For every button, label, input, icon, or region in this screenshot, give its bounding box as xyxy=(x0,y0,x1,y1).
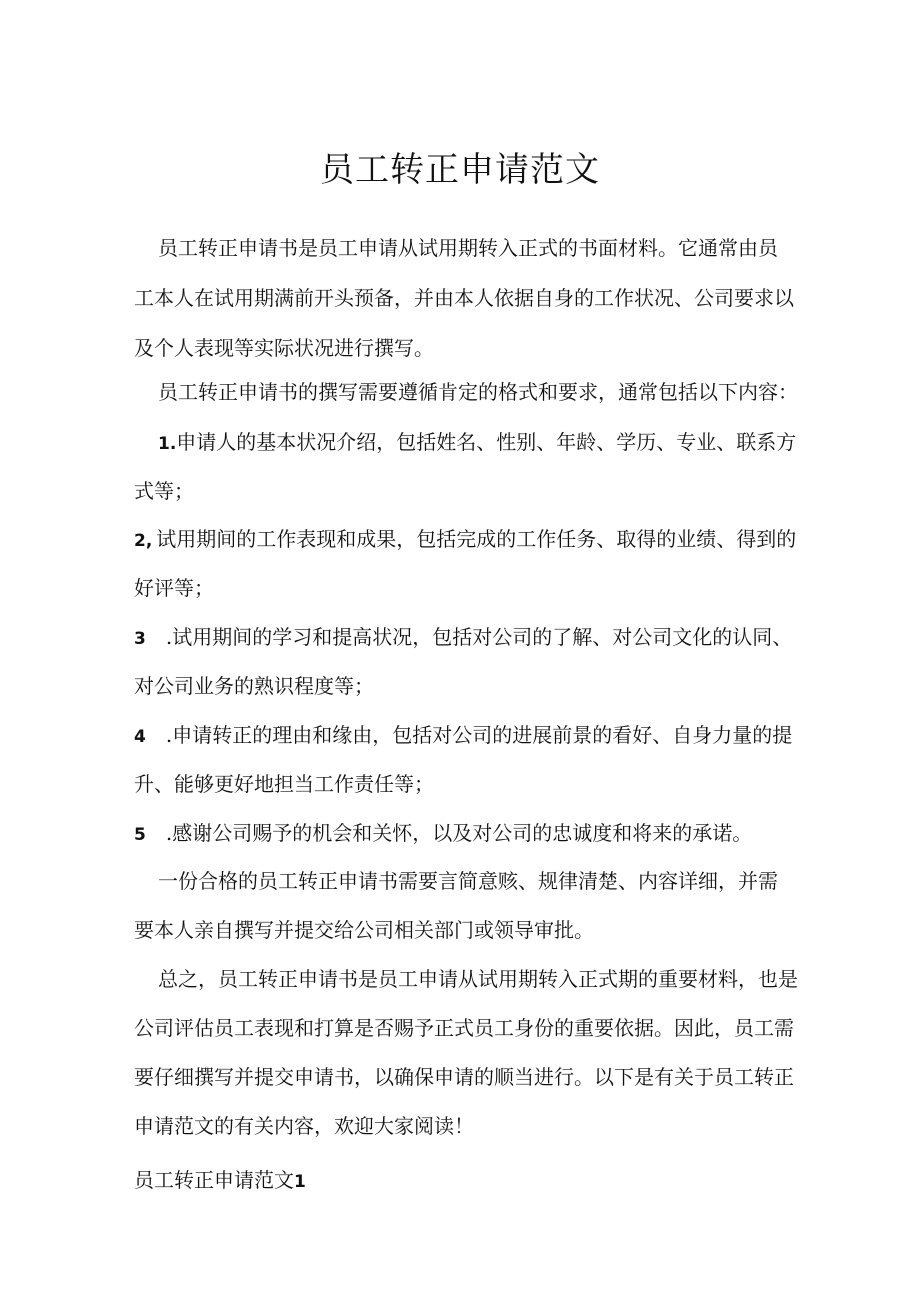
section-heading-text: 员工转正申请范文 xyxy=(134,1168,294,1192)
quality-line-1: 一份合格的员工转正申请书需要言简意赅、规律清楚、内容详细，并需 xyxy=(158,869,778,893)
list-item-2 xyxy=(134,525,797,555)
list-item-3 xyxy=(134,623,794,653)
list-item-text: 试用期间的工作表现和成果，包括完成的工作任务、取得的业绩、得到的 xyxy=(156,527,797,551)
list-item-4 xyxy=(134,721,794,751)
quality-line-2: 要本人亲自撰写并提交给公司相关部门或领导审批。 xyxy=(134,918,594,942)
list-item-number: 4 xyxy=(134,727,146,747)
list-item-text: 申请人的基本状况介绍，包括姓名、性别、年龄、学历、专业、联系方 xyxy=(176,430,797,454)
list-item-2-cont: 好评等； xyxy=(134,576,214,600)
list-item-text: .申请转正的理由和缘由，包括对公司的进展前景的看好、自身力量的提 xyxy=(165,723,793,747)
summary-line-2: 公司评估员工表现和打算是否赐予正式员工身份的重要依据。因此，员工需 xyxy=(134,1016,794,1040)
format-intro: 员工转正申请书的撰写需要遵循肯定的格式和要求，通常包括以下内容： xyxy=(158,380,798,404)
list-item-number: 1. xyxy=(158,434,177,454)
list-item-1 xyxy=(158,428,797,458)
list-item-5 xyxy=(134,819,794,849)
list-item-number: 3 xyxy=(134,629,146,649)
list-item-number: 5 xyxy=(134,825,146,845)
list-item-1-cont: 式等； xyxy=(134,479,194,503)
section-heading xyxy=(134,1166,306,1196)
list-item-number: 2, xyxy=(134,531,153,551)
summary-line-3: 要仔细撰写并提交申请书，以确保申请的顺当进行。以下是有关于员工转正 xyxy=(134,1065,794,1089)
list-item-4-cont: 升、能够更好地担当工作责任等； xyxy=(134,772,434,796)
intro-line-3: 及个人表现等实际状况进行撰写。 xyxy=(134,336,434,360)
section-heading-number: 1 xyxy=(294,1172,306,1192)
list-item-3-cont: 对公司业务的熟识程度等； xyxy=(134,674,374,698)
summary-line-4: 申请范文的有关内容，欢迎大家阅读！ xyxy=(134,1114,474,1138)
intro-line-2: 工本人在试用期满前开头预备，并由本人依据自身的工作状况、公司要求以 xyxy=(134,286,794,310)
document-title: 员工转正申请范文 xyxy=(320,150,600,190)
intro-line-1: 员工转正申请书是员工申请从试用期转入正式的书面材料。它通常由员 xyxy=(158,236,778,260)
list-item-text: .试用期间的学习和提高状况，包括对公司的了解、对公司文化的认同、 xyxy=(165,625,793,649)
summary-line-1: 总之，员工转正申请书是员工申请从试用期转入正式期的重要材料，也是 xyxy=(158,967,798,991)
list-item-text: .感谢公司赐予的机会和关怀，以及对公司的忠诚度和将来的承诺。 xyxy=(165,821,753,845)
